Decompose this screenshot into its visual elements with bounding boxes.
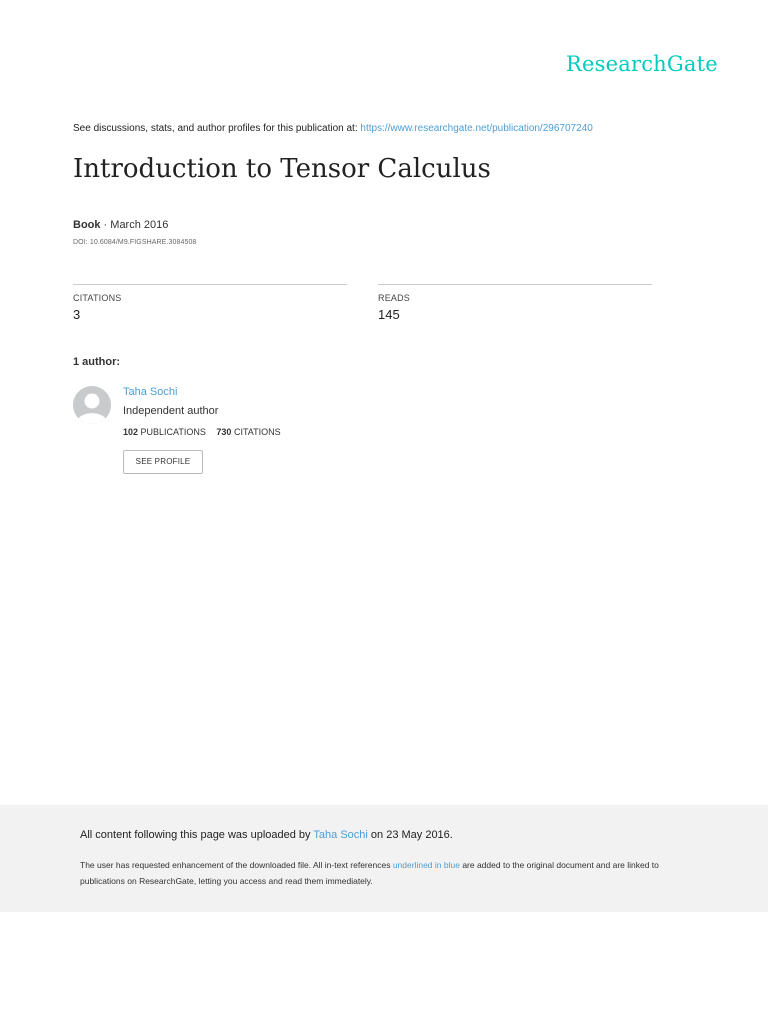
publication-doi: DOI: 10.6084/M9.FIGSHARE.3084508 [73, 239, 197, 246]
meta-separator: · [100, 219, 111, 231]
note-suffix: are added to the original document and are linked to publications on ResearchGate, letting you access and read them immediately. [80, 860, 659, 886]
author-affiliation: Independent author [123, 405, 219, 417]
reads-label: READS [378, 293, 411, 303]
upload-prefix: All content following this page was uploaded by [80, 829, 311, 841]
user-silhouette-icon[interactable] [73, 386, 111, 424]
publication-date: March 2016 [110, 219, 169, 231]
see-profile-button[interactable]: SEE PROFILE [123, 450, 203, 474]
publication-title: Introduction to Tensor Calculus [73, 154, 491, 184]
author-publications-count: 102 [123, 427, 139, 437]
author-citations-count: 730 [216, 427, 232, 437]
citations-label: CITATIONS [73, 293, 122, 303]
author-citations-label: CITATIONS [233, 427, 281, 437]
citations-stat [73, 284, 347, 322]
uploader-link[interactable]: Taha Sochi [313, 829, 368, 841]
authors-heading: 1 author: [73, 356, 121, 368]
reads-stat [378, 284, 652, 322]
reads-value: 145 [378, 307, 400, 322]
note-prefix: The user has requested enhancement of the downloaded file. All in-text references [80, 860, 391, 870]
citations-value: 3 [73, 307, 81, 322]
author-stats [123, 427, 281, 437]
enhancement-note [80, 857, 680, 889]
publication-meta [73, 219, 168, 231]
author-publications-label: PUBLICATIONS [140, 427, 206, 437]
note-link[interactable]: underlined in blue [392, 860, 460, 870]
upload-suffix: on 23 May 2016. [370, 829, 453, 841]
discussion-prefix: See discussions, stats, and author profiles for this publication at: [73, 123, 358, 134]
author-name-link[interactable]: Taha Sochi [123, 386, 178, 398]
publication-url-link[interactable]: https://www.researchgate.net/publication/296707240 [360, 123, 593, 134]
upload-line [80, 829, 453, 841]
publication-type: Book [73, 219, 101, 231]
researchgate-logo[interactable]: ResearchGate [566, 52, 718, 76]
footer-panel [0, 805, 768, 912]
discussion-line [73, 123, 593, 134]
